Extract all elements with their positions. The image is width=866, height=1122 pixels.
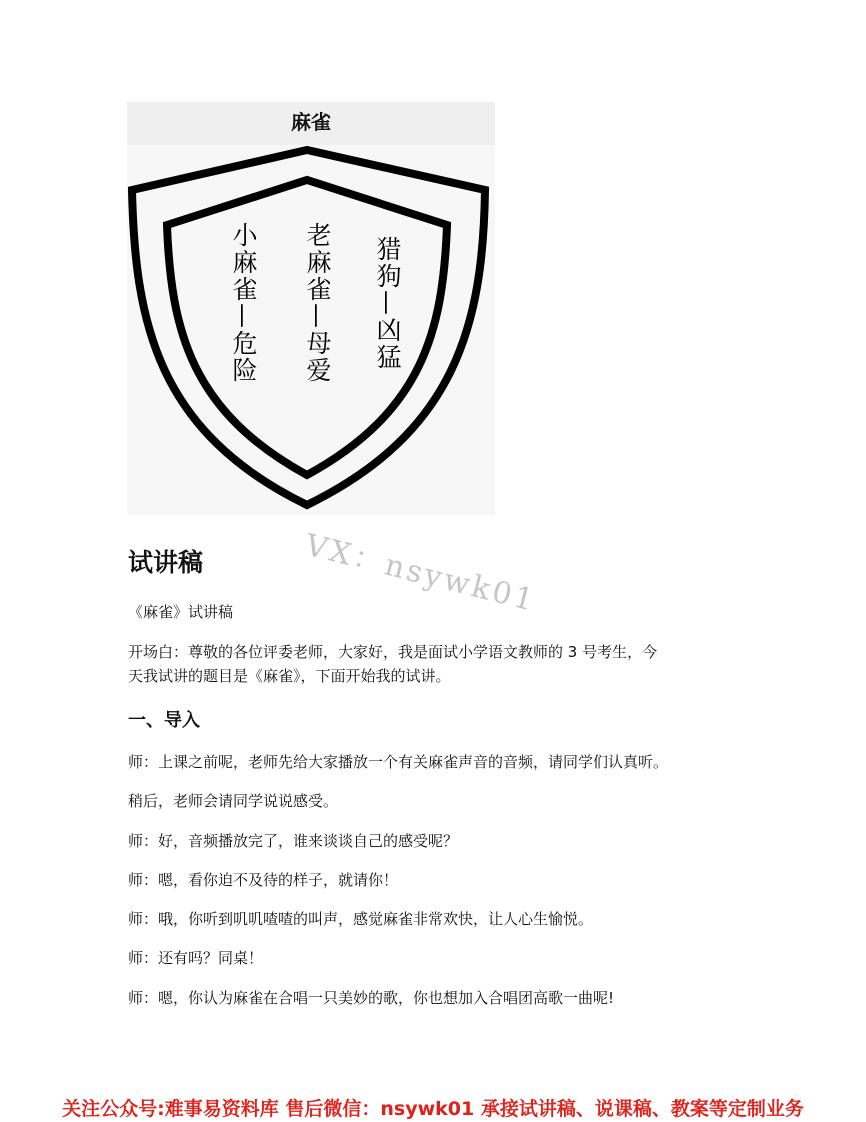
- intro-line-2: 天我试讲的题目是《麻雀》，下面开始我的试讲。: [128, 667, 451, 685]
- intro-line-1: 开场白：尊敬的各位评委老师，大家好，我是面试小学语文教师的 3 号考生，今: [128, 643, 658, 661]
- paragraph: 稍后，老师会请同学说说感受。: [128, 792, 339, 810]
- paragraph: 师：还有吗？同桌！: [128, 949, 264, 967]
- subtitle: 《麻雀》试讲稿: [128, 603, 234, 621]
- paragraph: 师：哦，你听到叽叽喳喳的叫声，感觉麻雀非常欢快，让人心生愉悦。: [128, 910, 594, 928]
- column-old-sparrow: 老麻雀—母爱: [303, 222, 332, 384]
- diagram-title: 麻雀: [127, 102, 495, 145]
- shield-diagram: [127, 102, 495, 515]
- column-small-sparrow: 小麻雀—危险: [229, 222, 258, 384]
- page-title: 试讲稿: [128, 548, 204, 577]
- paragraph: 师：好，音频播放完了，谁来谈谈自己的感受呢？: [128, 832, 459, 850]
- paragraph: 师：上课之前呢，老师先给大家播放一个有关麻雀声音的音频，请同学们认真听。: [128, 753, 669, 771]
- paragraph: 师：嗯，看你迫不及待的样子，就请你！: [128, 871, 399, 889]
- paragraph: 师：嗯，你认为麻雀在合唱一只美妙的歌，你也想加入合唱团高歌一曲呢!: [128, 989, 615, 1007]
- section-heading: 一、导入: [128, 710, 200, 731]
- footer-banner: 关注公众号:难事易资料库 售后微信：nsywk01 承接试讲稿、说课稿、教案等定制业务: [62, 1098, 804, 1120]
- watermark: VX：nsywk01: [301, 527, 540, 619]
- column-hound: 猎狗—凶猛: [373, 236, 402, 371]
